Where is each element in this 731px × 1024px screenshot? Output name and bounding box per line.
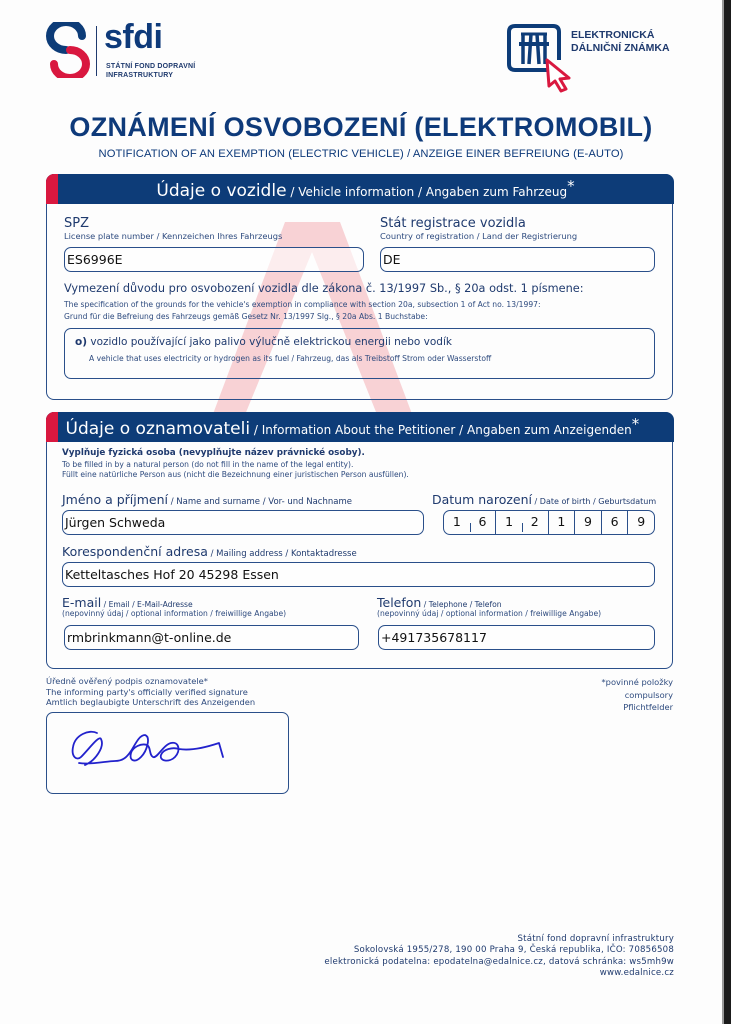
sfdi-subtitle-line1: STÁTNÍ FOND DOPRAVNÍ	[106, 63, 196, 70]
footer-postal-address: Sokolovská 1955/278, 190 00 Praha 9, Česká republika, IČO: 70856508	[353, 945, 674, 956]
reason-text-translation: A vehicle that uses electricity or hydrogen as its fuel / Fahrzeug, das als Treibstoff Strom oder Wasserstoff	[89, 354, 492, 363]
dob-digit: 9	[574, 511, 601, 534]
reason-label: Vymezení důvodu pro osvobození vozidla dle zákona č. 13/1997 Sb., § 20a odst. 1 písmene:	[64, 282, 584, 295]
signature-label-de: Amtlich beglaubigte Unterschrift des Anzeigenden	[46, 697, 256, 707]
page-title: OZNÁMENÍ OSVOBOZENÍ (ELEKTROMOBIL)	[69, 112, 653, 142]
email-value: rmbrinkmann@t-online.de	[67, 630, 232, 645]
petitioner-section-title: Údaje o oznamovateli	[65, 418, 251, 439]
license-plate-field[interactable]	[64, 247, 364, 272]
natural-person-note: Vyplňuje fyzická osoba (nevyplňujte název právnické osoby).	[62, 448, 365, 458]
section-accent-bar	[46, 174, 58, 204]
address-value: Ketteltasches Hof 20 45298 Essen	[65, 567, 279, 582]
dob-label-cz: Datum narození	[432, 492, 532, 507]
address-sublabel: / Mailing address / Kontaktadresse	[207, 549, 357, 559]
address-label-cz: Korespondenční adresa	[62, 544, 208, 559]
sfdi-subtitle-line2: INFRASTRUKTURY	[106, 72, 174, 79]
dob-digit: 6	[470, 511, 496, 534]
logo-separator	[96, 26, 97, 76]
country-sublabel: Country of registration / Land der Registrierung	[380, 231, 578, 241]
reason-letter: o)	[75, 336, 88, 348]
address-label	[62, 544, 357, 559]
dob-digit: 6	[601, 511, 628, 534]
email-optional-note: (nepovinný údaj / optional information / freiwillige Angabe)	[62, 609, 287, 618]
footer-address	[324, 934, 674, 980]
country-field[interactable]	[380, 247, 655, 272]
name-field[interactable]	[62, 510, 424, 535]
sfdi-wordmark: sfdi	[104, 18, 163, 56]
petitioner-section-title-translations: / Information About the Petitioner / Angaben zum Anzeigenden	[250, 422, 632, 437]
dob-digit: 1	[452, 514, 461, 529]
name-label-cz: Jméno a příjmení	[62, 492, 169, 507]
footer-website: www.edalnice.cz	[599, 968, 674, 979]
edalnice-line1: ELEKTRONICKÁ	[571, 29, 655, 41]
edalnice-logo	[505, 22, 705, 97]
sfdi-logo	[44, 18, 264, 82]
compulsory-note	[602, 676, 673, 714]
phone-optional-note: (nepovinný údaj / optional information / freiwillige Angabe)	[377, 609, 602, 618]
handwritten-signature	[67, 721, 267, 781]
signature-labels	[46, 676, 255, 708]
compulsory-note-de: Pflichtfelder	[623, 702, 673, 712]
name-sublabel: / Name and surname / Vor- und Nachname	[168, 497, 352, 507]
highway-cursor-icon	[505, 22, 577, 94]
email-sublabel: / Email / E-Mail-Adresse	[101, 600, 193, 609]
phone-value: +491735678117	[381, 630, 487, 645]
signature-field[interactable]	[46, 712, 289, 794]
dob-digit: 2	[522, 511, 548, 534]
name-value: Jürgen Schweda	[65, 515, 166, 530]
edalnice-text	[571, 29, 670, 55]
natural-person-note-en: To be filled in by a natural person (do not fill in the name of the legal entity).	[62, 460, 354, 469]
phone-sublabel: / Telephone / Telefon	[421, 600, 502, 609]
address-field[interactable]	[62, 562, 655, 587]
reason-sublabel-en: The specification of the grounds for the vehicle's exemption in compliance with section 20a, subsection 1 of Act no. 13/1997:	[64, 300, 541, 309]
vehicle-section-title-translations: / Vehicle information / Angaben zum Fahrzeug	[286, 184, 568, 199]
email-field[interactable]	[64, 625, 359, 650]
dob-label	[432, 492, 656, 507]
page-subtitle: NOTIFICATION OF AN EXEMPTION (ELECTRIC VEHICLE) / ANZEIGE EINER BEFREIUNG (E-AUTO)	[98, 148, 624, 160]
reason-sublabel-de: Grund für die Befreiung des Fahrzeugs gemäß Gesetz Nr. 13/1997 Slg., § 20a Abs. 1 Buchstabe:	[64, 312, 428, 321]
vehicle-section-header	[46, 174, 674, 204]
exemption-reason-box	[64, 328, 655, 379]
dob-sublabel: / Date of birth / Geburtsdatum	[532, 497, 657, 506]
petitioner-section-header	[46, 412, 674, 442]
email-label	[62, 595, 193, 610]
phone-label	[377, 595, 502, 610]
email-label-cz: E-mail	[62, 595, 102, 610]
license-plate-value: ES6996E	[67, 252, 123, 267]
viewer-edge-bar	[722, 0, 731, 1024]
sfdi-subtitle	[106, 62, 195, 80]
signature-label-en: The informing party's officially verified signature	[46, 686, 248, 697]
dob-digit: 9	[627, 511, 654, 534]
dob-digit: 1	[495, 511, 522, 534]
edalnice-line2: DÁLNIČNÍ ZNÁMKA	[571, 42, 670, 54]
country-value: DE	[383, 252, 401, 267]
footer-electronic-contact: elektronická podatelna: epodatelna@edalnice.cz, datová schránka: ws5mh9w	[324, 956, 674, 967]
phone-label-cz: Telefon	[377, 595, 422, 610]
required-star: *	[567, 176, 575, 195]
required-star: *	[631, 414, 640, 433]
date-of-birth-field[interactable]	[443, 510, 655, 535]
phone-field[interactable]	[378, 625, 655, 650]
compulsory-note-en: compulsory	[624, 689, 673, 700]
country-label: Stát registrace vozidla	[380, 216, 526, 231]
spz-label: SPZ	[64, 216, 89, 231]
spz-sublabel: License plate number / Kennzeichen Ihres Fahrzeugs	[64, 231, 283, 241]
reason-text-cz: vozidlo používající jako palivo výlučně elektrickou energii nebo vodík	[87, 336, 452, 348]
sfdi-s-icon	[44, 22, 92, 78]
natural-person-note-de: Füllt eine natürliche Person aus (nicht die Bezeichnung einer juristischen Person ausfüllen).	[62, 470, 409, 479]
signature-label-cz: Úředně ověřený podpis oznamovatele*	[46, 676, 208, 686]
dob-digit: 1	[548, 511, 575, 534]
vehicle-section-title: Údaje o vozidle	[156, 180, 287, 201]
name-label	[62, 492, 352, 507]
footer-organization: Státní fond dopravní infrastruktury	[517, 934, 674, 944]
section-accent-bar	[46, 412, 58, 442]
compulsory-note-cz: *povinné položky	[601, 677, 673, 687]
